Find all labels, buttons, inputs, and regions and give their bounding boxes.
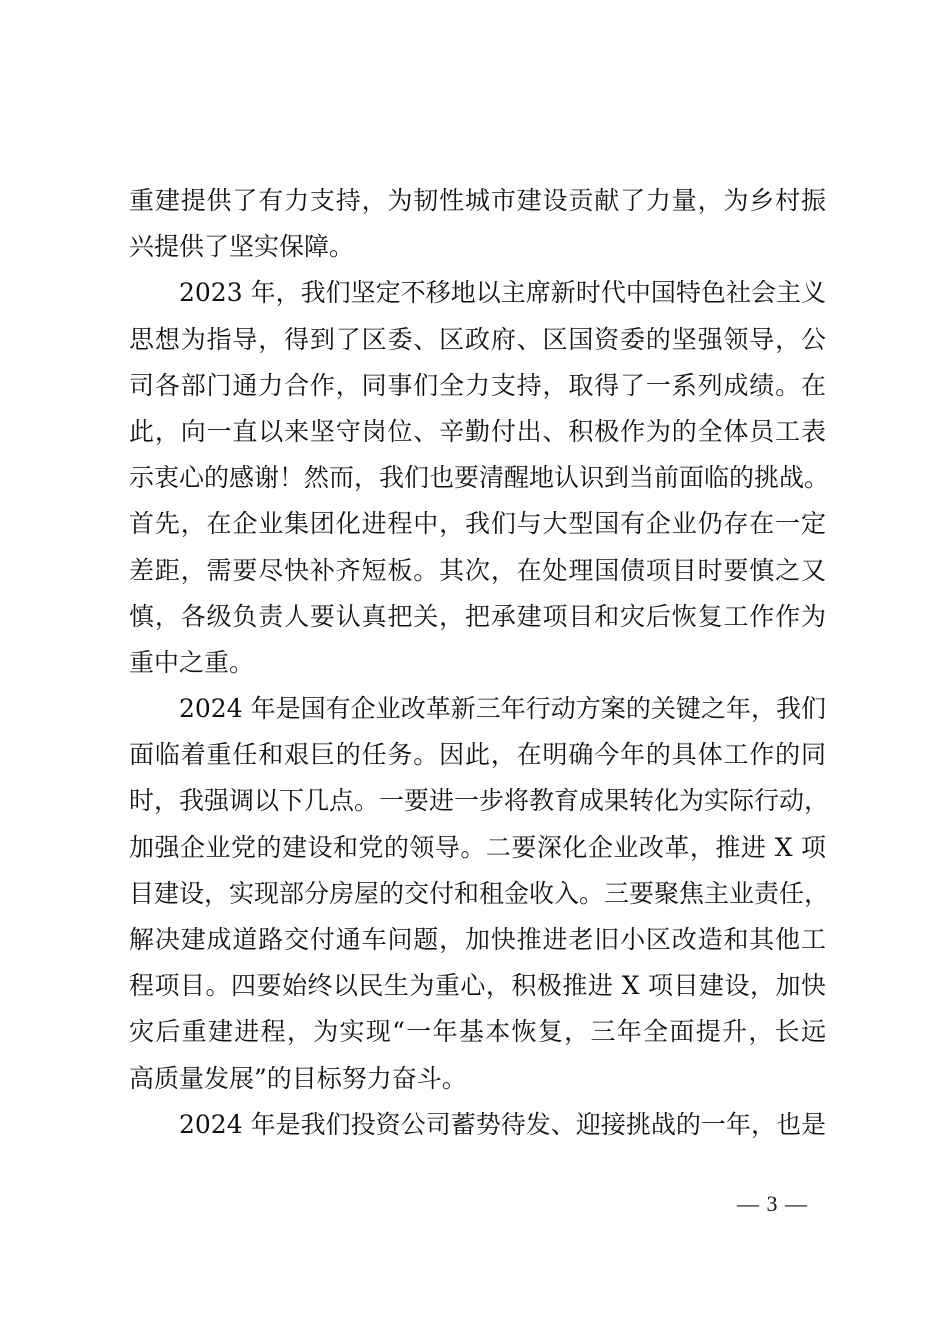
text-line: 示衷心的感谢！然而，我们也要清醒地认识到当前面临的挑战。 [129,463,830,493]
page-number: — 3 — [737,1191,808,1216]
text-line: 司各部门通力合作，同事们全力支持，取得了一系列成绩。在 [129,370,826,400]
text-line: 重中之重。 [129,647,255,677]
text-line: 目建设，实现部分房屋的交付和租金收入。三要聚焦主业责任， [129,878,830,908]
paragraph-first-line: 2024 年是我们投资公司蓄势待发、迎接挑战的一年，也是 [179,1109,826,1139]
text-line: 差距，需要尽快补齐短板。其次，在处理国债项目时要慎之又 [129,555,826,585]
text-line: 此，向一直以来坚守岗位、辛勤付出、积极作为的全体员工表 [129,416,826,446]
text-line: 面临着重任和艰巨的任务。因此，在明确今年的具体工作的同 [129,740,826,770]
text-line: 灾后重建进程，为实现“一年基本恢复，三年全面提升，长远 [129,1017,826,1047]
text-line: 解决建成道路交付通车问题，加快推进老旧小区改造和其他工 [129,925,826,954]
text-line: 首先，在企业集团化进程中，我们与大型国有企业仍存在一定 [129,509,826,539]
text-line: 兴提供了坚实保障。 [129,232,355,262]
text-line: 慎，各级负责人要认真把关，把承建项目和灾后恢复工作作为 [129,601,826,631]
text-line: 加强企业党的建设和党的领导。二要深化企业改革，推进 X 项 [129,832,826,862]
text-line: 高质量发展”的目标努力奋斗。 [129,1063,467,1093]
document-body [129,178,830,1148]
text-line: 程项目。四要始终以民生为重心，积极推进 X 项目建设，加快 [129,971,826,1001]
paragraph-first-line: 2023 年，我们坚定不移地以主席新时代中国特色社会主义 [179,278,826,308]
text-line: 重建提供了有力支持，为韧性城市建设贡献了力量，为乡村振 [129,186,826,215]
paragraph-first-line: 2024 年是国有企业改革新三年行动方案的关键之年，我们 [179,694,826,724]
text-line: 时，我强调以下几点。一要进一步将教育成果转化为实际行动， [129,786,830,816]
text-line: 思想为指导，得到了区委、区政府、区国资委的坚强领导，公 [129,324,826,354]
